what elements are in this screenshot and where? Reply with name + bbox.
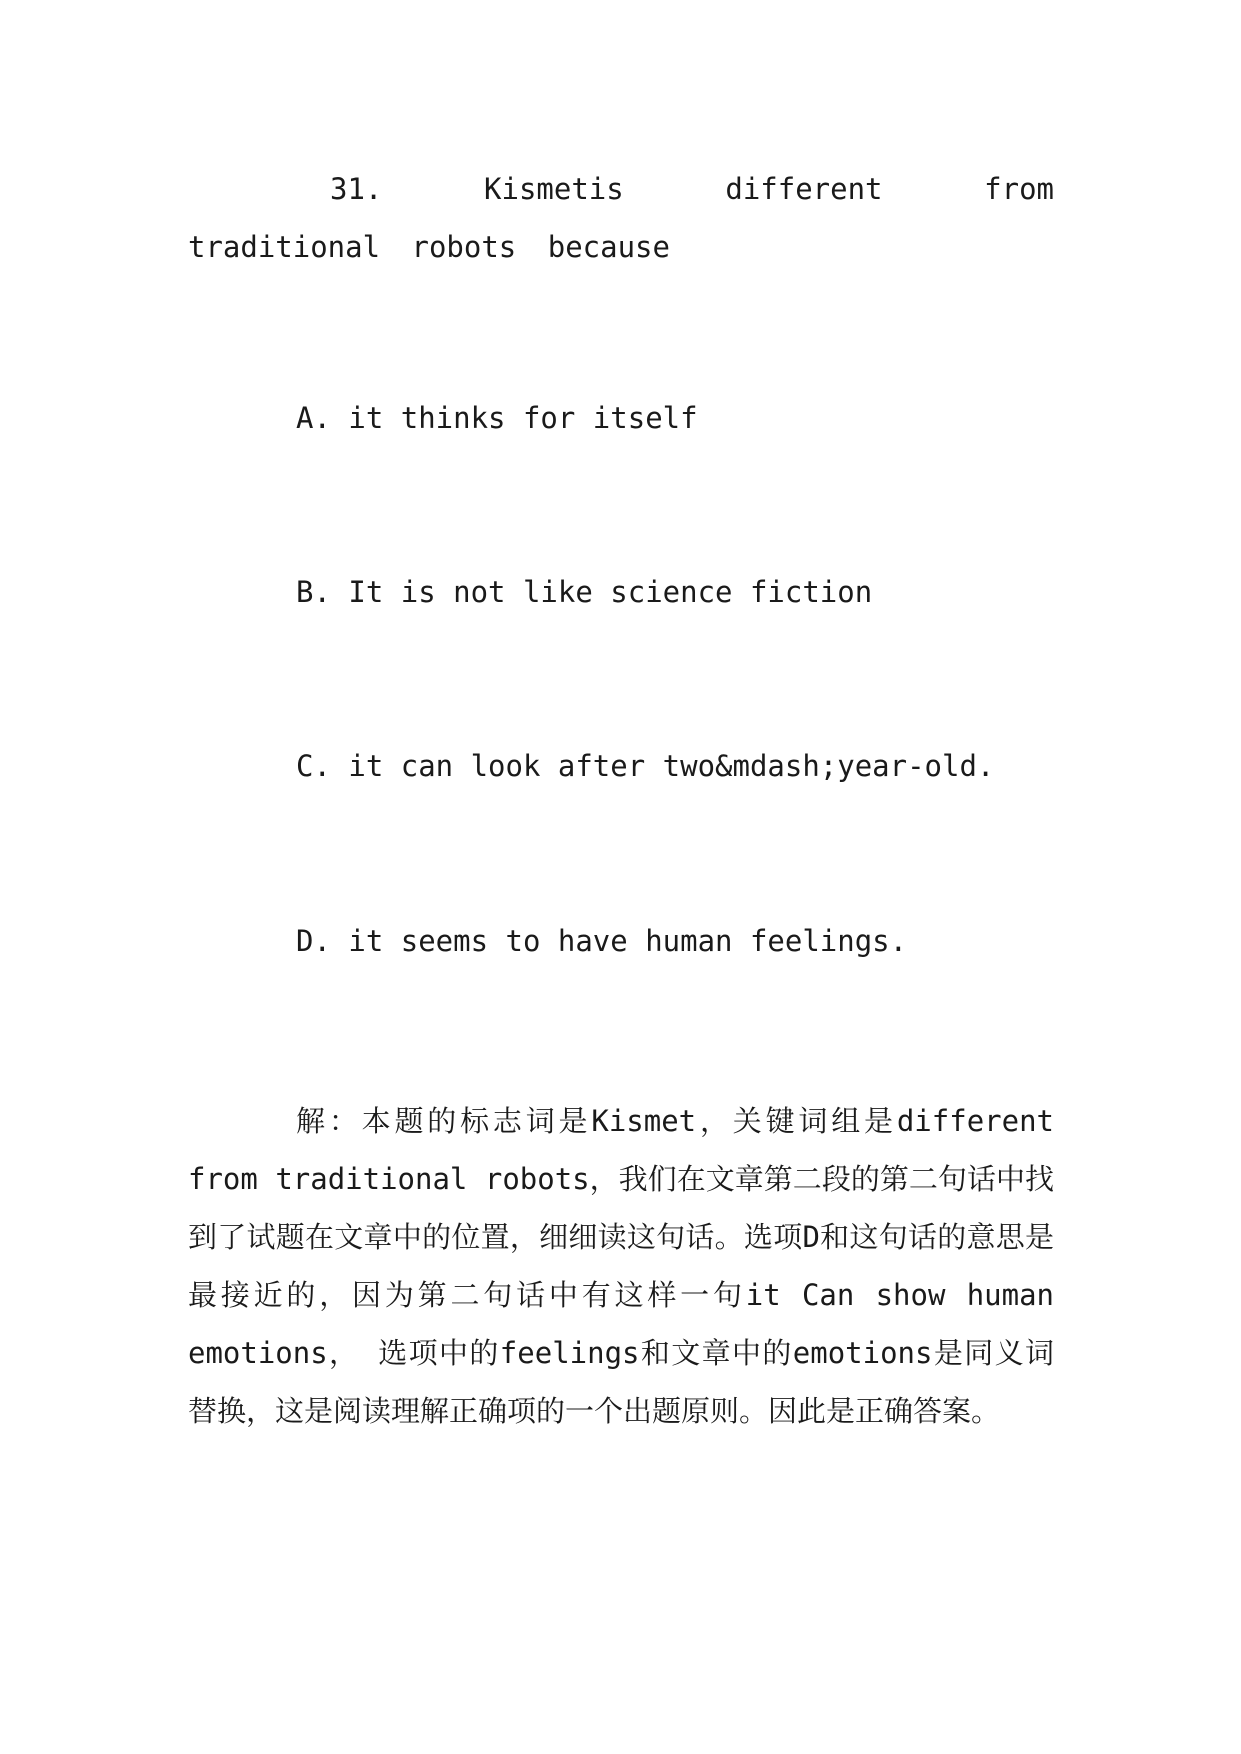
answer-analysis: 解：本题的标志词是Kismet，关键词组是different from traditional robots，我们在文章第二段的第二句话中找到了试题在文章中的位置，细细读这句话。选项D和这句话的意思是最接近的，因为第二句话中有这样一句it Can show human emotions， 选项中的feelings和文章中的emotions是同义词替换，这是阅读理解正确项的一个出题原则。因此是正确答案。 [188,1104,1054,1428]
option-b: B. It is not like science fiction [296,575,873,609]
option-d: D. it seems to have human feelings. [296,924,908,958]
option-c: C. it can look after two&mdash;year-old. [296,749,995,783]
option-a: A. it thinks for itself [296,401,698,435]
question-stem: 31. Kismetis different from traditional robots because [188,172,1054,264]
